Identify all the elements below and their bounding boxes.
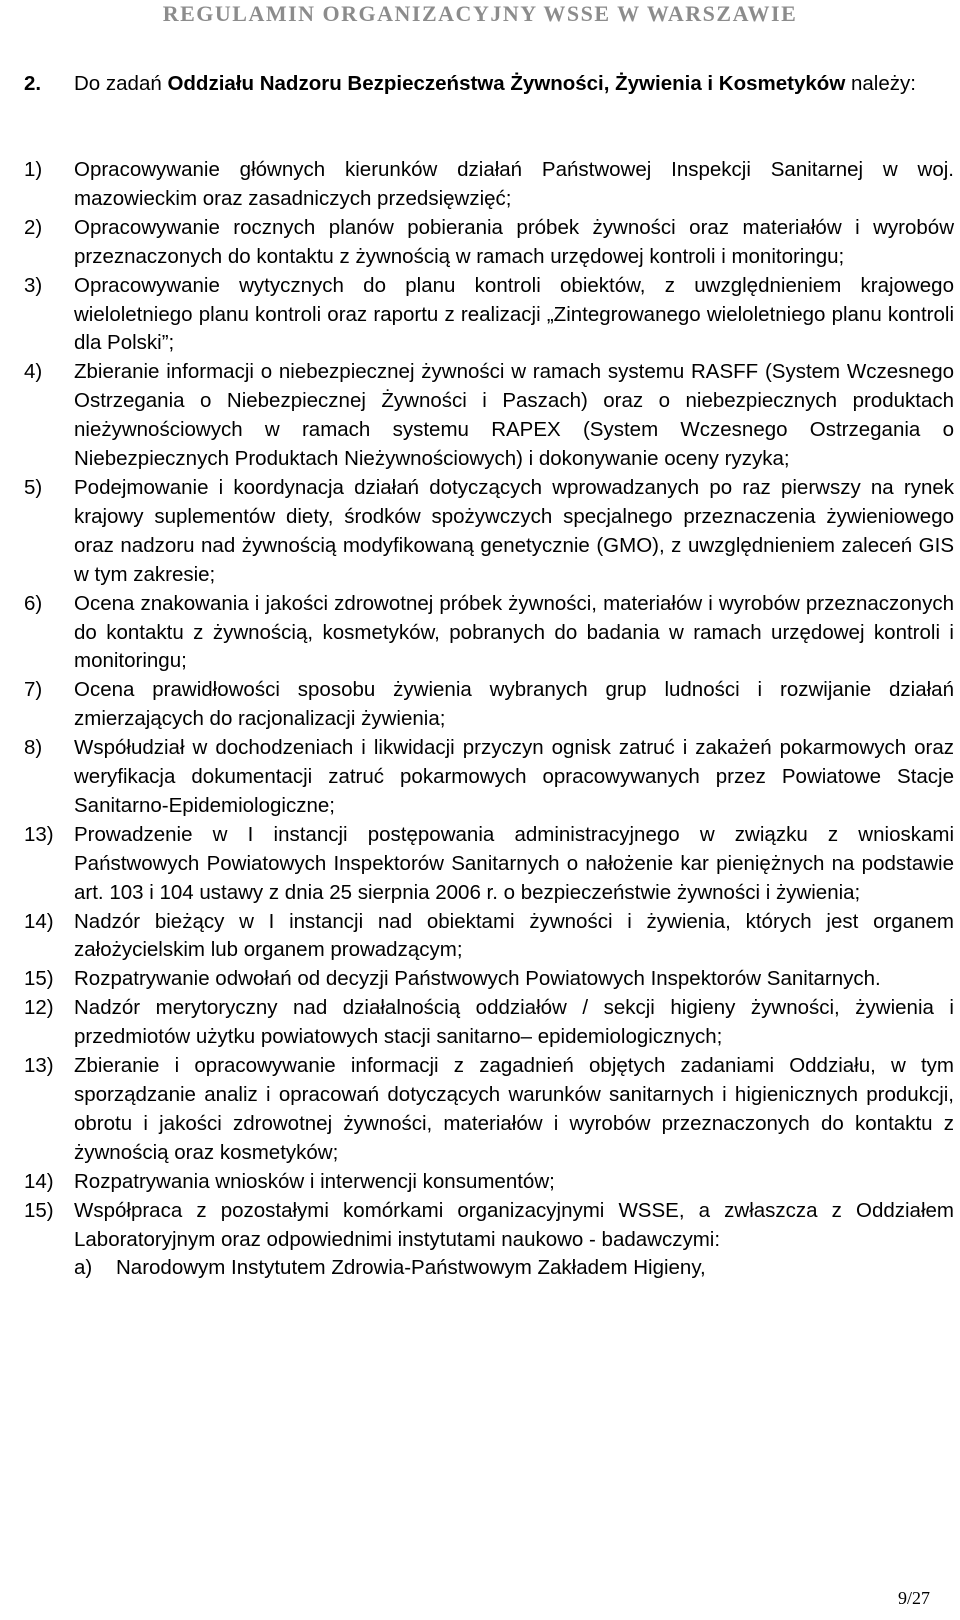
list-item-marker: 2) [24,215,43,239]
list-item [24,214,954,272]
section-unit-name: Oddziału Nadzoru Bezpieczeństwa Żywności, Żywienia i Kosmetyków [167,72,846,95]
list-item-marker: 15) [24,1198,54,1222]
list-item-text: Opracowywanie rocznych planów pobierania próbek żywności oraz materiałów i wyrobów przeznaczonych do kontaktu z żywnością w ramach urzędowej kontroli i monitoringu; [74,215,954,268]
list-item-marker: 7) [24,678,43,702]
page-number: 9/27 [897,1588,930,1608]
list-item-marker: 5) [24,475,43,499]
section-number: 2. [24,72,42,95]
list-item [24,965,954,994]
list-item-text: Nadzór merytoryczny nad działalnością oddziałów / sekcji higieny żywności, żywienia i przedmiotów użytku powiatowych stacji sanitarno– epidemiologicznych; [74,996,954,1049]
list-item-text: Rozpatrywania wniosków i interwencji konsumentów; [74,1169,555,1193]
list-item [24,272,954,359]
list-item-text: Zbieranie informacji o niebezpiecznej żywności w ramach systemu RASFF (System Wczesnego Ostrzegania o Niebezpiecznej Żywności i Paszach) oraz o niebezpiecznych produktach nieżywnościowych w ramach systemu RAPEX (System Wczesnego Ostrzegania o Niebezpiecznych Produktach Nieżywnościowych) i dokonywanie oceny ryzyka; [74,360,954,471]
list-item-marker: 13) [24,822,54,846]
list-item-text: Opracowywanie głównych kierunków działań Państwowej Inspekcji Sanitarnej w woj. mazowieckim oraz zasadniczych przedsięwzięć; [74,158,954,210]
list-item [24,994,954,1052]
list-item-text: Nadzór bieżący w I instancji nad obiektami żywności i żywienia, których jest organem założycielskim lub organem prowadzącym; [74,909,954,962]
list-item [24,1197,954,1255]
list-item-marker: 6) [24,591,43,615]
section-heading [24,69,954,98]
list-item [24,1168,954,1197]
list-item [24,1052,954,1168]
list-item-text: Ocena prawidłowości sposobu żywienia wybranych grup ludności i rozwijanie działań zmierzających do racjonalizacji żywienia; [74,678,954,731]
list-item-text: Zbieranie i opracowywanie informacji z zagadnień objętych zadaniami Oddziału, w tym sporządzanie analiz i opracowań dotyczących warunków sanitarnych i higienicznych produkcji, obrotu i jakości zdrowotnej żywności, materiałów i wyrobów przeznaczonych do kontaktu z żywnością oraz kosmetyków; [74,1054,954,1164]
document-header [0,0,960,28]
sub-list-item [74,1254,954,1283]
list-item-text: Współpraca z pozostałymi komórkami organizacyjnymi WSSE, a zwłaszcza z Oddziałem Laboratoryjnym oraz odpowiednimi instytutami naukowo - badawczymi: [74,1198,954,1251]
document-title: REGULAMIN ORGANIZACYJNY WSSE W WARSZAWIE [162,1,798,26]
section-lead: Do zadań [74,72,162,95]
list-item [24,734,954,821]
list-item-text: Rozpatrywanie odwołań od decyzji Państwowych Powiatowych Inspektorów Sanitarnych. [74,967,881,991]
list-item-marker: 15) [24,967,54,991]
list-item-text: Podejmowanie i koordynacja działań dotyczących wprowadzanych po raz pierwszy na rynek krajowy suplementów diety, środków spożywczych specjalnego przeznaczenia żywieniowego oraz nadzoru nad żywnością modyfikowaną genetycznie (GMO), z uwzględnieniem zaleceń GIS w tym zakresie; [74,475,954,586]
section-tail: należy: [850,72,916,95]
list-item [24,156,954,214]
list-item-marker: 4) [24,360,43,384]
list-item [24,590,954,677]
list-item [24,676,954,734]
list-item [24,908,954,966]
list-item-marker: 3) [24,273,43,297]
list-item-marker: 1) [24,158,43,181]
list-item-text: Ocena znakowania i jakości zdrowotnej próbek żywności, materiałów i wyrobów przeznaczonych do kontaktu z żywnością, kosmetyków, pobranych do badania w ramach urzędowej kontroli i monitoringu; [74,591,954,673]
list-item-marker: 13) [24,1054,54,1078]
list-item [24,474,954,590]
list-item-marker: 14) [24,909,54,933]
sub-list-item-marker: a) [74,1256,93,1280]
list-item-marker: 8) [24,736,43,760]
list-item-marker: 12) [24,996,54,1020]
list-item-text: Opracowywanie wytycznych do planu kontroli obiektów, z uwzględnieniem krajowego wieloletniego planu kontroli oraz raportu z realizacji „Zintegrowanego wieloletniego planu kontroli dla Polski”; [74,273,954,355]
list-item-text: Prowadzenie w I instancji postępowania administracyjnego w związku z wnioskami Państwowych Powiatowych Inspektorów Sanitarnych o nałożenie kar pieniężnych na podstawie art. 103 i 104 ustawy z dnia 25 sierpnia 2006 r. o bezpieczeństwie żywności i żywienia; [74,822,954,904]
task-list [24,156,954,1283]
list-item [24,358,954,474]
list-item-text: Współudział w dochodzeniach i likwidacji przyczyn ognisk zatruć i zakażeń pokarmowych oraz weryfikacja dokumentacji zatruć pokarmowych opracowywanych przez Powiatowe Stacje Sanitarno-Epidemiologiczne; [74,736,954,817]
list-item [24,821,954,908]
list-item-marker: 14) [24,1169,54,1193]
sub-list-item-text: Narodowym Instytutem Zdrowia-Państwowym Zakładem Higieny, [116,1256,706,1280]
